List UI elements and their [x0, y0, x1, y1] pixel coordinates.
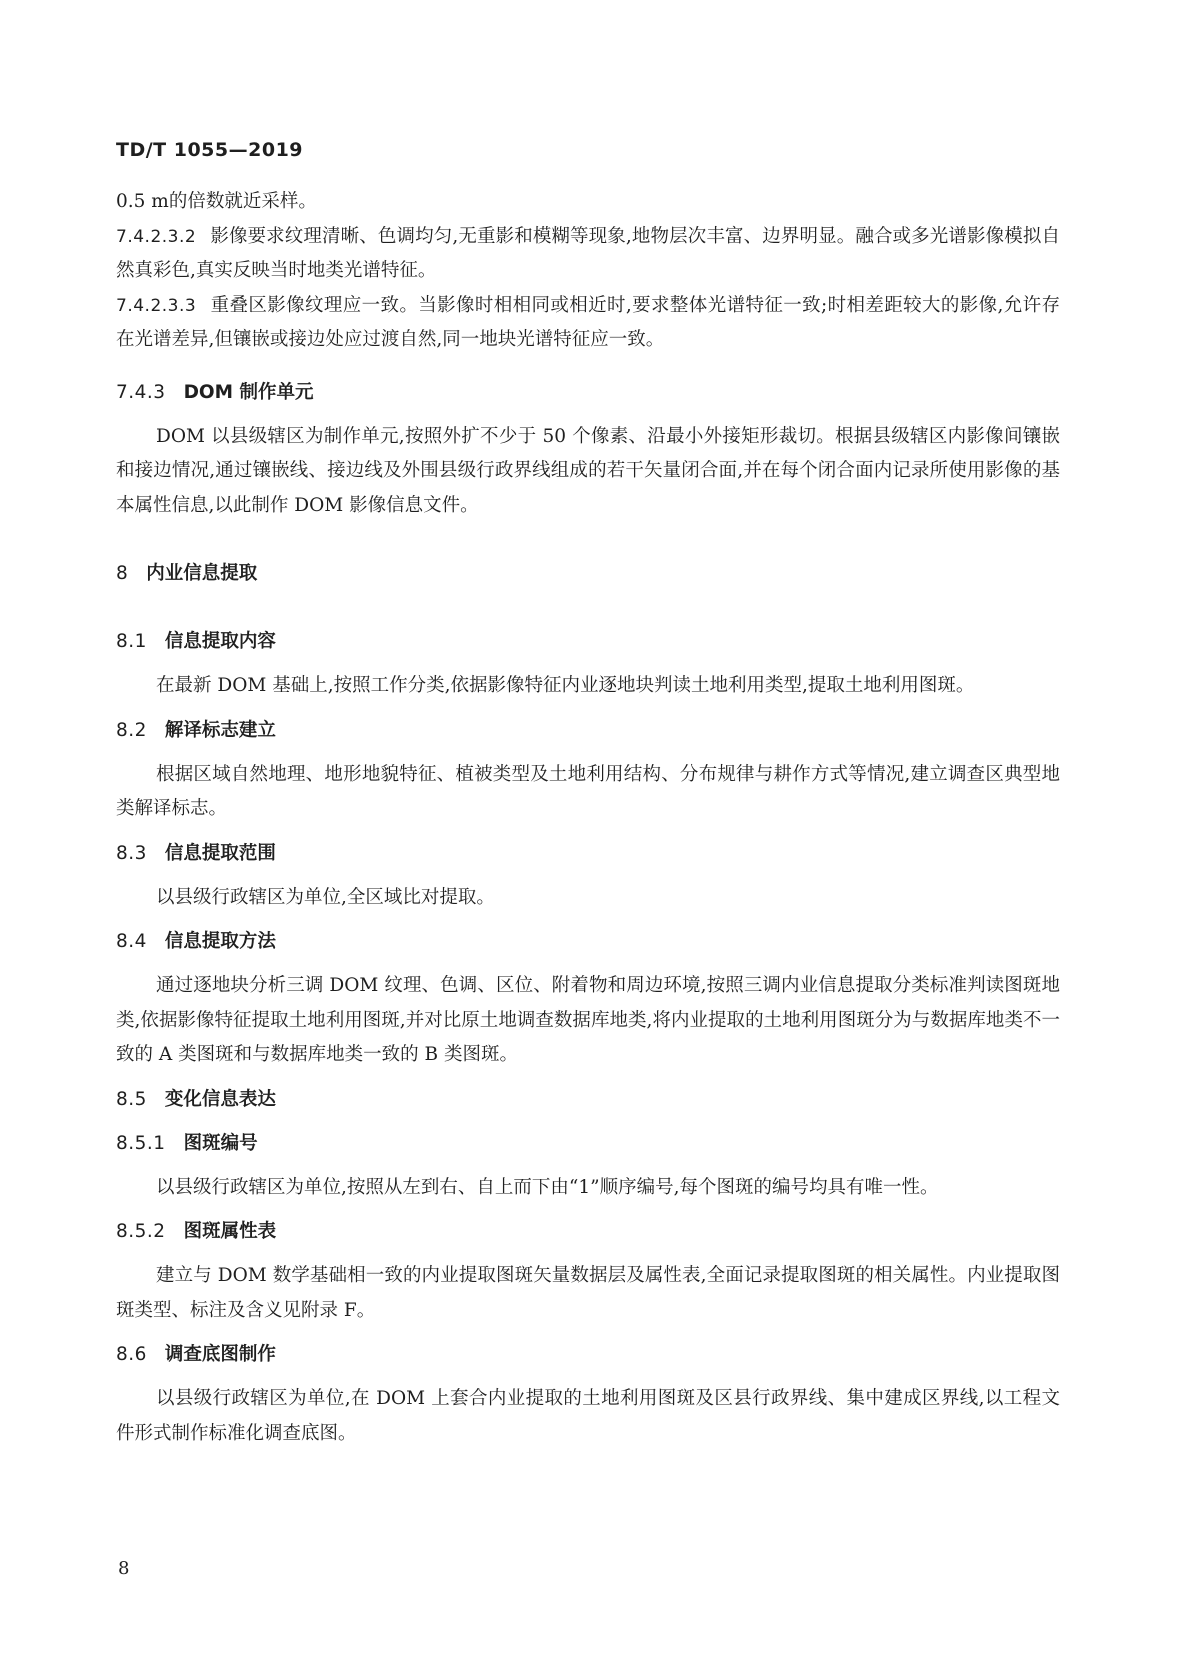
heading-7-4-3 — [116, 376, 1060, 410]
heading-title: 变化信息表达 — [164, 1088, 276, 1110]
paragraph-8-5-2: 建立与 DOM 数学基础相一致的内业提取图斑矢量数据层及属性表,全面记录提取图斑的相关属性。内业提取图斑类型、标注及含义见附录 F。 — [116, 1265, 1060, 1321]
heading-8-5-1 — [116, 1127, 1060, 1161]
page-number: 8 — [118, 1558, 130, 1579]
paragraph-8-2: 根据区域自然地理、地形地貌特征、植被类型及土地利用结构、分布规律与耕作方式等情况,建立调查区典型地类解译标志。 — [116, 763, 1060, 819]
heading-number: 8.1 — [116, 631, 147, 652]
heading-8-3 — [116, 837, 1060, 871]
heading-title: 内业信息提取 — [146, 563, 258, 584]
clause-7-4-2-3-3 — [116, 289, 1060, 358]
paragraph-8-3: 以县级行政辖区为单位,全区域比对提取。 — [156, 886, 495, 908]
paragraph-8-6: 以县级行政辖区为单位,在 DOM 上套合内业提取的土地利用图斑及区县行政界线、集中建成区界线,以工程文件形式制作标准化调查底图。 — [116, 1388, 1060, 1444]
paragraph-8-1: 在最新 DOM 基础上,按照工作分类,依据影像特征内业逐地块判读土地利用类型,提取土地利用图斑。 — [156, 675, 975, 696]
clause-text: 重叠区影像纹理应一致。当影像时相相同或相近时,要求整体光谱特征一致;时相差距较大的影像,允许存在光谱差异,但镶嵌或接边处应过渡自然,同一地块光谱特征应一致。 — [116, 294, 1060, 350]
heading-8 — [116, 557, 1060, 591]
heading-title: 信息提取范围 — [164, 842, 276, 864]
heading-8-6 — [116, 1338, 1060, 1372]
paragraph-8-4: 通过逐地块分析三调 DOM 纹理、色调、区位、附着物和周边环境,按照三调内业信息提取分类标准判读图斑地类,依据影像特征提取土地利用图斑,并对比原土地调查数据库地类,将内业提取的土地利用图斑分为与数据库地类不一致的 A 类图斑和与数据库地类一致的 B 类图斑。 — [116, 975, 1060, 1065]
heading-number: 7.4.3 — [116, 381, 166, 403]
heading-number: 8.5.1 — [116, 1132, 166, 1154]
heading-8-2 — [116, 714, 1060, 748]
heading-title: DOM 制作单元 — [183, 381, 314, 403]
clause-number: 7.4.2.3.2 — [116, 226, 197, 247]
heading-title: 信息提取内容 — [164, 631, 276, 652]
standard-code: TD/T 1055—2019 — [116, 139, 304, 161]
clause-text: 影像要求纹理清晰、色调均匀,无重影和模糊等现象,地物层次丰富、边界明显。融合或多光谱影像模拟自然真彩色,真实反映当时地类光谱特征。 — [116, 225, 1060, 281]
heading-title: 解译标志建立 — [164, 719, 276, 741]
heading-title: 信息提取方法 — [164, 931, 276, 952]
paragraph-7-4-3: DOM 以县级辖区为制作单元,按照外扩不少于 50 个像素、沿最小外接矩形裁切。根据县级辖区内影像间镶嵌和接边情况,通过镶嵌线、接边线及外围县级行政界线组成的若干矢量闭合面,并在每个闭合面内记录所使用影像的基本属性信息,以此制作 DOM 影像信息文件。 — [116, 425, 1060, 516]
paragraph-8-5-1: 以县级行政辖区为单位,按照从左到右、自上而下由“1”顺序编号,每个图斑的编号均具有唯一性。 — [156, 1176, 939, 1198]
heading-number: 8.6 — [116, 1344, 147, 1365]
heading-title: 图斑编号 — [183, 1132, 258, 1154]
heading-number: 8 — [116, 563, 129, 584]
clause-7-4-2-3-2 — [116, 220, 1060, 289]
heading-8-1 — [116, 625, 1060, 659]
heading-8-5-2 — [116, 1215, 1060, 1249]
heading-title: 图斑属性表 — [183, 1221, 277, 1242]
heading-number: 8.3 — [116, 842, 147, 864]
page-content — [116, 185, 1060, 1451]
clause-number: 7.4.2.3.3 — [116, 295, 197, 316]
heading-number: 8.5.2 — [116, 1221, 166, 1242]
heading-title: 调查底图制作 — [164, 1344, 276, 1365]
continued-paragraph: 0.5 m的倍数就近采样。 — [116, 191, 317, 212]
heading-number: 8.5 — [116, 1088, 147, 1110]
heading-8-4 — [116, 925, 1060, 959]
heading-8-5 — [116, 1083, 1060, 1117]
heading-number: 8.2 — [116, 719, 147, 741]
heading-number: 8.4 — [116, 931, 147, 952]
